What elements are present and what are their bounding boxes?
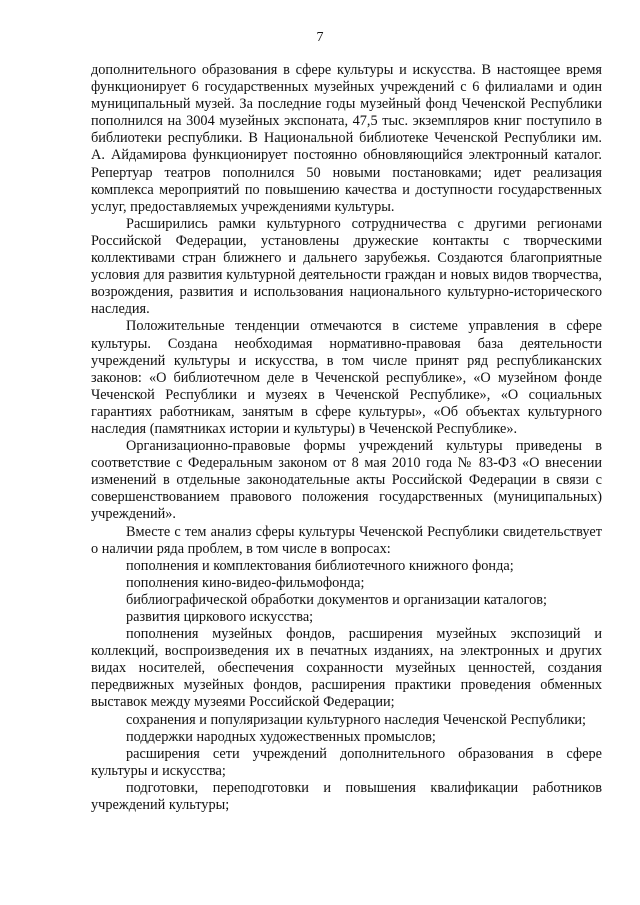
paragraph: Расширились рамки культурного сотрудничества с другими регионами Российской Федерации, установлены дружеские контакты с творческими коллективами стран ближнего и дальнего зарубежья. Создаются благоприятные условия для развития культурной деятельности граждан и новых видов творчества, возрождения, развития и использования национального культурно-исторического наследия. <box>91 215 602 318</box>
body-text <box>91 62 602 814</box>
paragraph: дополнительного образования в сфере культуры и искусства. В настоящее время функционирует 6 государственных музейных учреждений с 6 филиалами и один муниципальный музей. За последние годы музейный фонд Чеченской Республики пополнился на 3004 музейных экспоната, 47,5 тыс. экземпляров книг поступило в библиотеки республики. В Национальной библиотеке Чеченской Республики им. А. Айдамирова функционирует постоянно обновляющийся электронный каталог. Репертуар театров пополнился 50 новыми постановками; идет реализация комплекса мероприятий по повышению качества и доступности государственных услуг, предоставляемых учреждениями культуры. <box>91 62 602 215</box>
list-item: сохранения и популяризации культурного наследия Чеченской Республики; <box>126 711 587 728</box>
list-item: подготовки, переподготовки и повышения квалификации работников учреждений культуры; <box>91 779 602 814</box>
paragraph: Организационно-правовые формы учреждений культуры приведены в соответствие с Федеральным законом от 8 мая 2010 года № 83-ФЗ «О внесении изменений в отдельные законодательные акты Российской Федерации в связи с совершенствованием правового положения государственных (муниципальных) учреждений». <box>91 438 602 523</box>
page-number: 7 <box>316 30 324 45</box>
list-item: пополнения и комплектования библиотечного книжного фонда; <box>126 557 514 574</box>
paragraph: Положительные тенденции отмечаются в системе управления в сфере культуры. Создана необходимая нормативно-правовая база деятельности учреждений культуры и искусства, в том числе принят ряд республиканских законов: «О библиотечном деле в Чеченской республике», «О музейном фонде Чеченской Республики и музеях в Чеченской Республике», «О социальных гарантиях работникам, занятым в сфере культуры», «Об объектах культурного наследия (памятниках истории и культуры) в Чеченской Республике». <box>91 318 602 437</box>
paragraph: Вместе с тем анализ сферы культуры Чеченской Республики свидетельствует о наличии ряда проблем, в том числе в вопросах: <box>91 523 602 557</box>
list-item: пополнения музейных фондов, расширения музейных экспозиций и коллекций, воспроизведения их в печатных изданиях, на электронных и других видах носителей, обеспечения сохранности музейных ценностей, создания передвижных музейных фондов, расширения практики проведения обменных выставок между музеями Российской Федерации; <box>91 626 602 711</box>
list-item: поддержки народных художественных промыслов; <box>126 728 436 745</box>
list-item: развития циркового искусства; <box>126 609 314 625</box>
list-item: библиографической обработки документов и организации каталогов; <box>126 591 547 608</box>
list-item: пополнения кино-видео-фильмофонда; <box>126 574 365 591</box>
list-item: расширения сети учреждений дополнительного образования в сфере культуры и искусства; <box>91 745 602 779</box>
